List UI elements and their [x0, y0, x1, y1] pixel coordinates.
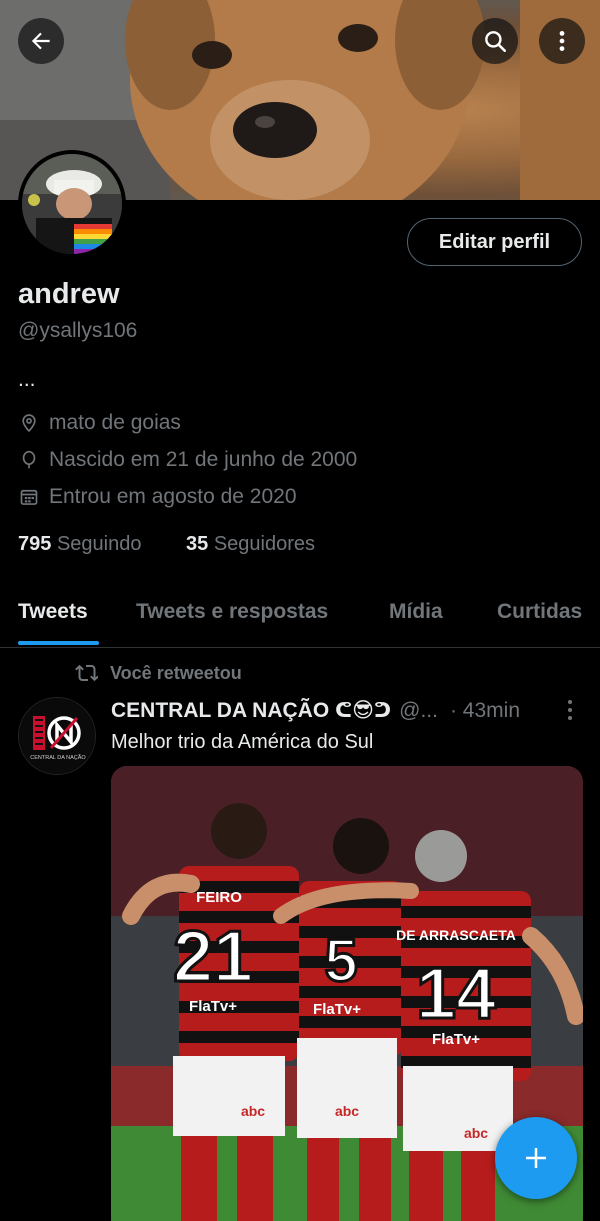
tweet-author-handle[interactable]: @...: [399, 698, 438, 722]
tab-tweets[interactable]: Tweets: [18, 600, 88, 623]
edit-profile-button[interactable]: Editar perfil: [407, 218, 582, 266]
profile-tabs: [0, 590, 600, 648]
profile-joined: [18, 485, 297, 509]
more-options-button[interactable]: [539, 18, 585, 64]
media-name-1: FEIRO: [196, 889, 242, 906]
tab-likes[interactable]: Curtidas: [497, 600, 583, 623]
media-sponsor-2: FlaTv+: [313, 1001, 361, 1018]
tweet-author-name[interactable]: CENTRAL DA NAÇÃO ᕦ😎ᕤ: [111, 699, 392, 722]
central-da-nacao-logo: [19, 698, 96, 775]
profile-birthday: [18, 448, 357, 472]
location-pin-icon: [18, 412, 40, 434]
tab-media[interactable]: Mídia: [389, 600, 443, 623]
more-vertical-icon: [549, 28, 575, 54]
search-icon: [482, 28, 508, 54]
avatar-caption: CENTRAL DA NAÇÃO: [30, 755, 86, 761]
profile-bio: ...: [18, 368, 36, 391]
media-brand-2: abc: [240, 1103, 266, 1119]
birthday-text: Nascido em 21 de junho de 2000: [49, 448, 358, 471]
active-tab-indicator: [18, 641, 99, 645]
profile-avatar[interactable]: [18, 150, 126, 258]
tweet-text: Melhor trio da América do Sul: [111, 731, 374, 753]
media-number-2: 5: [324, 927, 358, 994]
media-number-3: 14: [415, 954, 497, 1034]
media-brand-1: abc: [334, 1103, 360, 1119]
media-brand-3: abc: [463, 1125, 489, 1141]
following-label: Seguindo: [56, 533, 142, 555]
following-link[interactable]: [18, 533, 141, 556]
calendar-icon: [18, 486, 40, 508]
following-count: 795: [18, 533, 52, 555]
tab-tweets-replies[interactable]: Tweets e respostas: [136, 600, 329, 623]
arrow-left-icon: [28, 28, 54, 54]
media-sponsor-3: FlaTv+: [432, 1031, 480, 1048]
balloon-icon: [18, 449, 40, 471]
plus-icon: [521, 1143, 551, 1173]
location-text: mato de goias: [49, 411, 181, 434]
joined-text: Entrou em agosto de 2020: [49, 485, 297, 508]
avatar-image: [22, 154, 122, 254]
media-sponsor-1: FlaTv+: [189, 998, 237, 1015]
more-vertical-icon: [567, 699, 573, 721]
followers-label: Seguidores: [213, 533, 315, 555]
profile-location: [18, 411, 181, 435]
back-button[interactable]: [18, 18, 64, 64]
retweet-context: [74, 661, 242, 685]
media-name-2: DE ARRASCAETA: [396, 927, 516, 943]
followers-link[interactable]: [186, 533, 315, 556]
profile-handle: @ysallys106: [18, 319, 138, 342]
retweet-label: Você retweetou: [110, 662, 242, 683]
media-number-1: 21: [172, 917, 254, 997]
tweet-header: [111, 698, 520, 723]
followers-count: 35: [186, 533, 209, 555]
compose-tweet-button[interactable]: [495, 1117, 577, 1199]
search-button[interactable]: [472, 18, 518, 64]
tweet-author-avatar[interactable]: [18, 697, 96, 775]
retweet-icon: [74, 661, 98, 685]
tweet-more-button[interactable]: [560, 698, 580, 722]
tweet-timestamp[interactable]: · 43min: [449, 698, 520, 722]
profile-name: andrew: [18, 278, 120, 310]
